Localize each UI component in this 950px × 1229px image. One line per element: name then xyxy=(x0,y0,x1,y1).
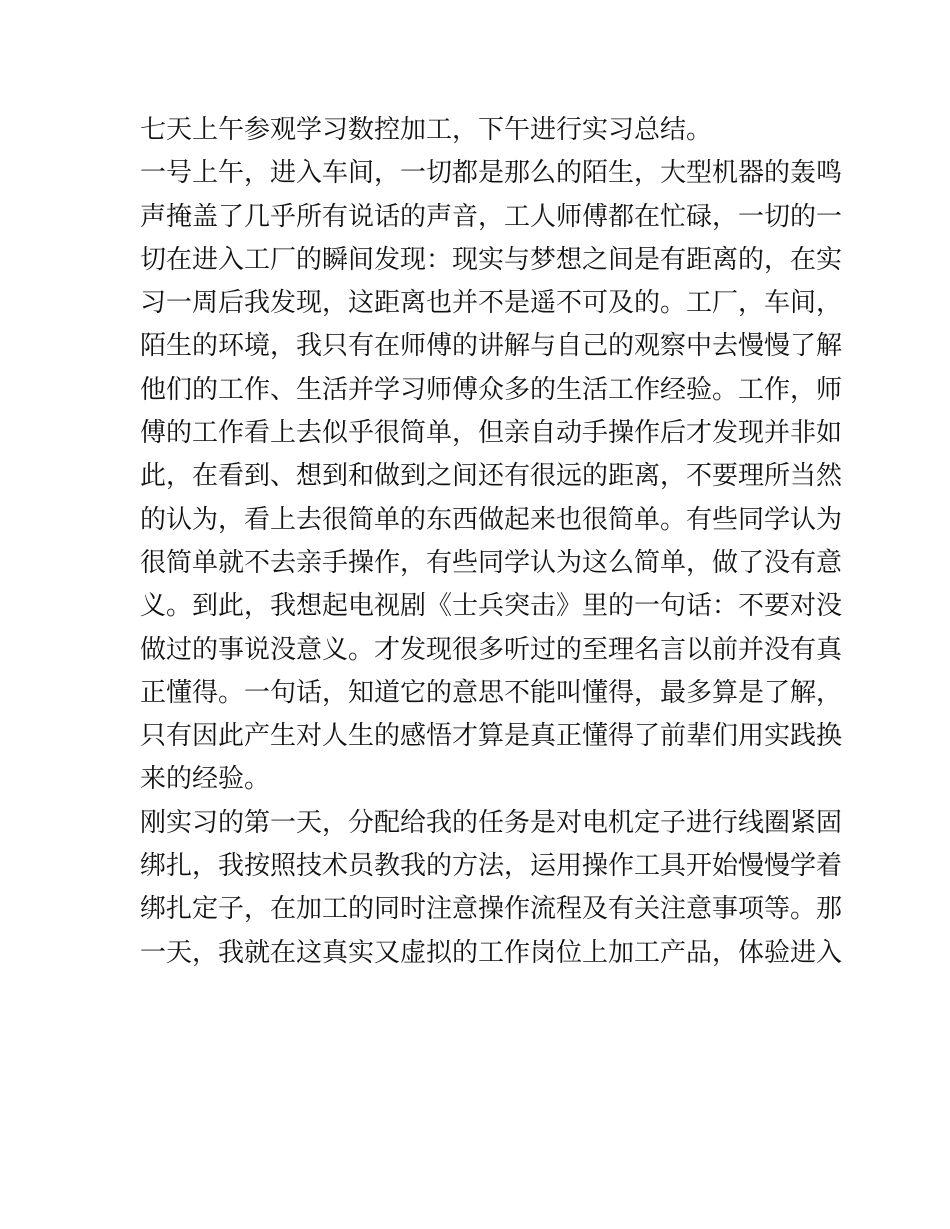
text-line: 做过的事说没意义。才发现很多听过的至理名言以前并没有真 xyxy=(140,634,843,665)
body-text xyxy=(140,109,843,975)
text-line: 一号上午，进入车间，一切都是那么的陌生，大型机器的轰鸣 xyxy=(140,158,843,189)
text-line: 来的经验。 xyxy=(140,764,271,795)
text-line: 一天，我就在这真实又虚拟的工作岗位上加工产品，体验进入 xyxy=(140,937,843,968)
text-line: 刚实习的第一天，分配给我的任务是对电机定子进行线圈紧固 xyxy=(140,807,843,838)
text-line: 绑扎，我按照技术员教我的方法，运用操作工具开始慢慢学着 xyxy=(140,851,843,882)
text-line: 他们的工作、生活并学习师傅众多的生活工作经验。工作，师 xyxy=(140,374,843,405)
text-line: 只有因此产生对人生的感悟才算是真正懂得了前辈们用实践换 xyxy=(140,721,843,752)
text-line: 傅的工作看上去似乎很简单，但亲自动手操作后才发现并非如 xyxy=(140,418,843,449)
text-line: 切在进入工厂的瞬间发现：现实与梦想之间是有距离的，在实 xyxy=(140,244,843,275)
text-line: 七天上午参观学习数控加工，下午进行实习总结。 xyxy=(140,115,713,145)
text-line: 陌生的环境，我只有在师傅的讲解与自己的观察中去慢慢了解 xyxy=(140,331,843,362)
text-line: 的认为，看上去很简单的东西做起来也很简单。有些同学认为 xyxy=(140,504,843,535)
text-line: 正懂得。一句话，知道它的意思不能叫懂得，最多算是了解， xyxy=(140,677,843,708)
text-line: 习一周后我发现，这距离也并不是遥不可及的。工厂，车间， xyxy=(140,288,843,319)
text-line: 此，在看到、想到和做到之间还有很远的距离，不要理所当然 xyxy=(140,461,843,492)
text-line: 声掩盖了几乎所有说话的声音，工人师傅都在忙碌，一切的一 xyxy=(140,201,843,232)
text-line: 义。到此，我想起电视剧《士兵突击》里的一句话：不要对没 xyxy=(140,591,843,622)
text-line: 绑扎定子，在加工的同时注意操作流程及有关注意事项等。那 xyxy=(140,894,843,925)
text-line: 很简单就不去亲手操作，有些同学认为这么简单，做了没有意 xyxy=(140,547,843,578)
